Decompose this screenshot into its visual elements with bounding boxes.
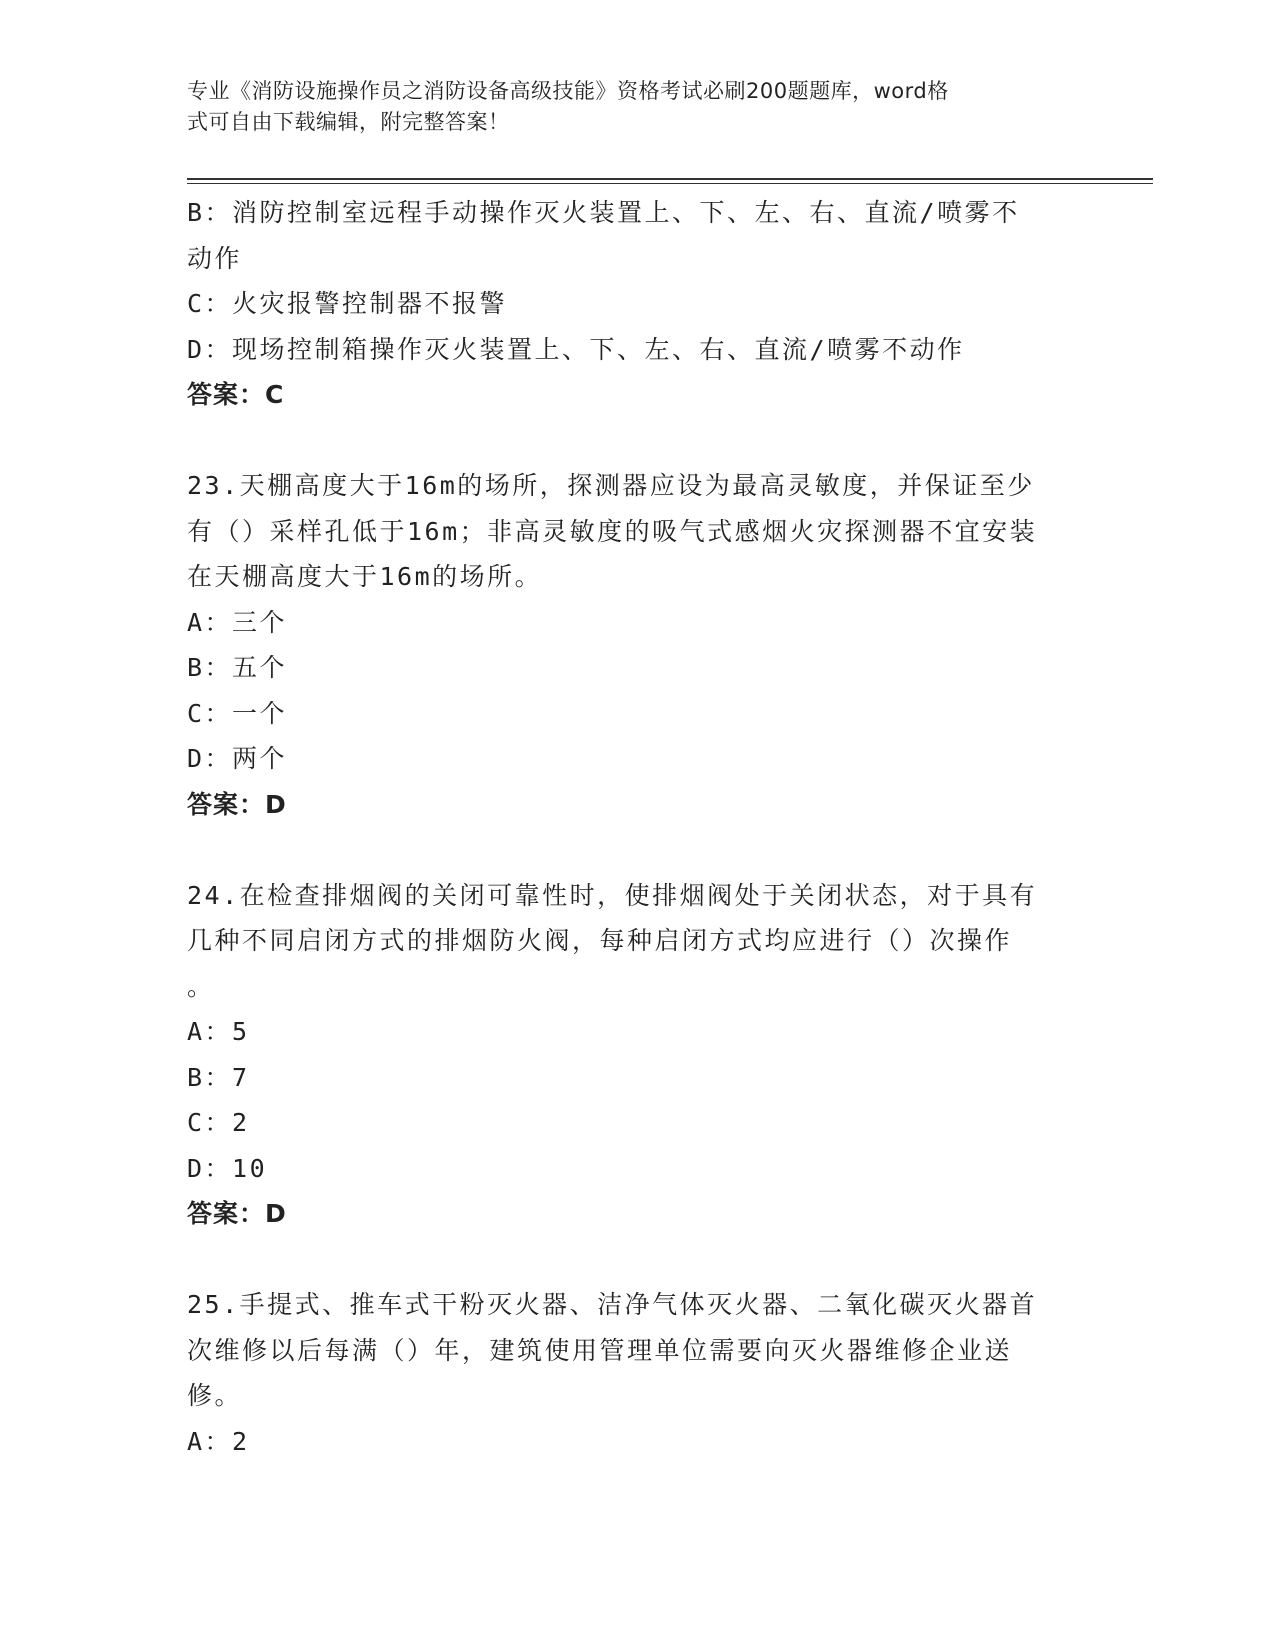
- question-25: [187, 1282, 1087, 1464]
- question-stem: 24.在检查排烟阀的关闭可靠性时，使排烟阀处于关闭状态，对于具有: [187, 880, 1038, 910]
- question-stem-continued: 修。: [187, 1381, 243, 1410]
- option-d: D：两个: [187, 744, 288, 773]
- question-content: [187, 190, 1087, 1464]
- option-b: B：7: [187, 1062, 250, 1092]
- option-a: A：2: [187, 1426, 250, 1456]
- option-a: A：5: [187, 1017, 250, 1046]
- document-header: [187, 76, 1087, 138]
- question-stem-continued: 。: [187, 971, 215, 1001]
- header-line-1: 专业《消防设施操作员之消防设备高级技能》资格考试必刷200题题库，word格: [187, 79, 949, 103]
- option-b-continued: 动作: [187, 243, 243, 273]
- answer: 答案：D: [187, 789, 287, 819]
- option-c: C：火灾报警控制器不报警: [187, 289, 508, 318]
- option-a: A：三个: [187, 607, 288, 637]
- option-b: B：五个: [187, 653, 288, 682]
- option-d: D：现场控制箱操作灭火装置上、下、左、右、直流/喷雾不动作: [187, 334, 965, 364]
- header-line-2: 式可自由下载编辑，附完整答案！: [187, 110, 510, 134]
- question-stem-continued: 在天棚高度大于16m的场所。: [187, 562, 543, 591]
- question-stem-continued: 有（）采样孔低于16m；非高灵敏度的吸气式感烟火灾探测器不宜安装: [187, 516, 1038, 546]
- question-24: [187, 873, 1087, 1237]
- option-d: D：10: [187, 1153, 268, 1183]
- answer: 答案：D: [187, 1199, 287, 1228]
- answer: 答案：C: [187, 380, 285, 409]
- question-stem-continued: 次维修以后每满（）年，建筑使用管理单位需要向灭火器维修企业送: [187, 1335, 1013, 1365]
- question-22-fragment: [187, 190, 1087, 418]
- question-stem: 23.天棚高度大于16m的场所，探测器应设为最高灵敏度，并保证至少: [187, 471, 1035, 500]
- spacer: [187, 1237, 1087, 1283]
- option-c: C：一个: [187, 698, 288, 728]
- option-c: C：2: [187, 1108, 250, 1137]
- header-rule-thin: [187, 183, 1153, 184]
- question-stem-continued: 几种不同启闭方式的排烟防火阀，每种启闭方式均应进行（）次操作: [187, 926, 1013, 955]
- option-b: B：消防控制室远程手动操作灭火装置上、下、左、右、直流/喷雾不: [187, 198, 1020, 227]
- spacer: [187, 418, 1087, 464]
- spacer: [187, 827, 1087, 873]
- question-stem: 25.手提式、推车式干粉灭火器、洁净气体灭火器、二氧化碳灭火器首: [187, 1290, 1038, 1319]
- question-23: [187, 463, 1087, 827]
- header-rule-thick: [187, 178, 1153, 180]
